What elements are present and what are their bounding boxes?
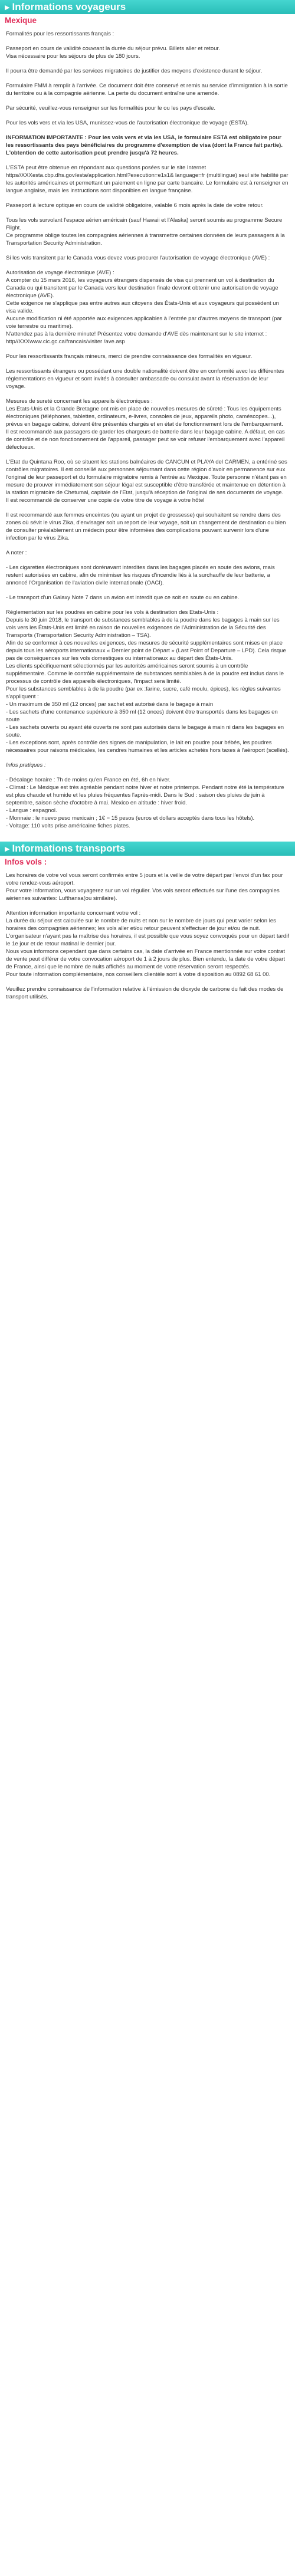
text-line: Formalités pour les ressortissants français : — [6, 31, 114, 37]
text-line: Réglementation sur les poudres en cabine pour les vols à destination des Etats-Unis : — [6, 609, 219, 616]
paragraph — [6, 985, 289, 1001]
text-line: Infos pratiques : — [6, 762, 46, 768]
text-line: Il est recommandé de conserver une copie de votre titre de voyage à votre hôtel — [6, 497, 205, 504]
text-line: - Monnaie : le nuevo peso mexicain ; 1€ = 15 pesos (euros et dollars acceptés dans tous les hôtels). — [6, 815, 255, 822]
paragraph — [6, 761, 289, 769]
text-line: - Le transport d'un Galaxy Note 7 dans un avion est interdit que ce soit en soute ou en cabine. — [6, 594, 240, 601]
chevron-right-icon: ▶ — [5, 4, 10, 11]
paragraph — [6, 872, 289, 902]
paragraph — [6, 549, 289, 557]
paragraph — [6, 119, 289, 127]
text-line: Autorisation de voyage électronique (AVE) : — [6, 270, 114, 276]
paragraph — [6, 269, 289, 346]
text-line: A compter du 15 mars 2016, les voyageurs étrangers dispensés de visa qui prennent un vol à destination du Canada ou qui transitent par le Canada vers leur destination finale devront obtenir une autorisation de voyage électronique (AVE). — [6, 277, 278, 299]
paragraph — [6, 397, 289, 451]
text-line: N'attendez pas à la dernière minute! Présentez votre demande d'AVE dès maintenant sur le site internet : http//XXXwww.cic.gc.ca/francais/visiter /ave.asp — [6, 331, 267, 345]
text-line: - Climat : Le Mexique est très agréable pendant notre hiver et notre printemps. Pendant notre été la température est plus chaude et humide et les pluies fréquentes l'après-midi. Dans le Sud : saison des pluies de juin à septembre, saison sèche d'octobre à mai. Mexico en altitude : hiver froid. — [6, 784, 284, 806]
text-line: Il pourra être demandé par les services migratoires de justifier des moyens d'existence durant le séjour. — [6, 68, 263, 74]
text-line: Il est recommandé aux femmes enceintes (ou ayant un projet de grossesse) qui souhaitent se rendre dans des zones où sévit le virus Zika, d'envisager soit un report de leur voyage, soit un changement de destination ou bien de consulter préalablement un médecin pour être informées des complications pouvant survenir lors d'une infection par le virus Zika. — [6, 512, 286, 541]
text-line: Passeport à lecture optique en cours de validité obligatoire, valable 6 mois après la date de votre retour. — [6, 202, 264, 209]
text-line: Passeport en cours de validité couvrant la durée du séjour prévu. Billets aller et retour. — [6, 45, 220, 52]
text-line: Nous vous informons cependant que dans certains cas, la date d'arrivée en France mentionnée sur votre contrat de vente peut différer de votre convocation aéroport de 1 à 2 jours de plus. Bien entendu, la date de votre départ de France, ainsi que le nombre de nuits affichés au moment de votre réservation seront respectés. — [6, 948, 286, 970]
text-line: Pour les vols vers et via les USA, munissez-vous de l'autorisation électronique de voyage (ESTA). — [6, 120, 249, 126]
text-line: Les clients spécifiquement sélectionnés par les autorités américaines seront soumis à un contrôle supplémentaire. Comme le contrôle supplémentaire de substances semblables à de la poudre est inclus dans le processus de contrôle des appareils électroniques, l'impact sera limité. — [6, 663, 284, 685]
text-line: Mesures de sureté concernant les appareils électroniques : — [6, 398, 153, 405]
text-line: - Voltage: 110 volts prise américaine fiches plates. — [6, 823, 130, 829]
text-line: L'ESTA peut être obtenue en répondant aux questions posées sur le site Internet https//XXXesta.cbp.dhs.gov/esta/application.html?execution=e1s1& language=fr (multilingue) seul site habilité par les autorités américaines et permettant un paiement en ligne par carte bancaire. Le formulaire est à renseigner en langue anglaise, mais les instructions sont disponibles en langue française. — [6, 165, 289, 194]
paragraph — [6, 609, 289, 754]
paragraph — [6, 134, 289, 157]
paragraph — [6, 104, 289, 112]
text-line: Pour les substances semblables à de la poudre (par ex :farine, sucre, café moulu, épices), les règles suivantes s'appliquent : — [6, 686, 281, 700]
text-line: Veuillez prendre connaissance de l'information relative à l'émission de dioxyde de carbone du fait des modes de transport utilisés. — [6, 986, 284, 1000]
section-title: Informations transports — [12, 843, 126, 854]
section-title: Informations voyageurs — [12, 1, 126, 12]
section-content — [6, 872, 289, 1001]
text-line: Attention information importante concernant votre vol : — [6, 910, 141, 916]
text-line: Ce programme oblige toutes les compagnies aériennes à transmettre certaines données de leurs passagers à la Transportation Security Administration. — [6, 232, 285, 247]
paragraph — [6, 594, 289, 602]
text-line: - Les cigarettes électroniques sont dorénavant interdites dans les bagages placés en soute des avions, mais restent autorisées en cabine, afin de minimiser les risques d'incendie liés à la surchauffe de leur batterie, a annoncé l'Organisation de l'aviation civile internationale (OACI). — [6, 564, 275, 586]
text-line: La durée du séjour est calculée sur le nombre de nuits et non sur le nombre de jours qui peut varier selon les horaires des compagnies aériennes; les vols aller et/ou retour peuvent s'effectuer de jour et/ou de nuit. L'organisateur n'ayant pas la maîtrise des horaires, il est possible que vous soyez convoqués pour un départ tardif le 1e jour et de retour matinal le dernier jour. — [6, 918, 289, 947]
paragraph — [6, 202, 289, 209]
text-line: Pour toute information complémentaire, nos conseillers clientèle sont à votre disposition au 0892 68 61 00. — [6, 971, 271, 978]
paragraph — [6, 30, 289, 38]
text-line: Il est recommandé aux passagers de garder les chargeurs de batterie dans leur bagage cabine. A défaut, en cas de contrôle et de non fonctionnement de l'appareil, passager peut se voir refuser l'embarquement avec l'appareil défectueux. — [6, 429, 285, 451]
flight-info-title: Infos vols : — [5, 857, 47, 866]
text-line: Les horaires de votre vol vous seront confirmés entre 5 jours et la veille de votre départ par l'envoi d'un fax pour votre rendez-vous aéroport. — [6, 872, 283, 886]
paragraph — [6, 254, 289, 262]
section-content — [6, 30, 289, 830]
text-line: Pour votre information, vous voyagerez sur un vol régulier. Vos vols seront effectués sur l'une des compagnies aériennes suivantes: Lufthansa(ou similaire). — [6, 888, 280, 902]
text-line: Visa nécessaire pour les séjours de plus de 180 jours. — [6, 53, 140, 60]
text-line: Formulaire FMM à remplir à l'arrivée. Ce document doit être conservé et remis au service d'immigration à la sortie du territoire ou à la compagnie aérienne. La perte du document entraîne une amende. — [6, 83, 288, 97]
text-line: A noter : — [6, 550, 27, 556]
paragraph — [6, 564, 289, 587]
paragraph — [6, 511, 289, 542]
chevron-right-icon: ▶ — [5, 846, 10, 853]
paragraph — [6, 909, 289, 978]
text-line: - Langue : espagnol. — [6, 807, 57, 814]
section-transport-info — [0, 842, 295, 1001]
text-line: Afin de se conformer à ces nouvelles exigences, des mesures de sécurité supplémentaires sont mises en place depuis tous les aéroports internationaux « Dernier point de Départ » (Last Point of Departure – LPD). Cela risque pas de conséquences sur les vols domestiques ou internationaux au départ des États-Unis. — [6, 640, 286, 662]
text-line: Les Etats-Unis et la Grande Bretagne ont mis en place de nouvelles mesures de sûreté : Tous les équipements électroniques (téléphones, tablettes, ordinateurs, e-livres, consoles de jeux, appareils photo, caméscopes...), prévus en bagage cabine, doivent être présentés chargés et en état de fonctionnement lors de l'embarquement. — [6, 406, 283, 428]
text-line: - Les sachets ouverts ou ayant été ouverts ne sont pas autorisés dans le bagage à main ni dans les bagages en soute. — [6, 724, 284, 738]
text-line: Depuis le 30 juin 2018, le transport de substances semblables à de la poudre dans les bagages à main sur les vols vers les États-Unis est limité en raison de nouvelles exigences de l'Administration de la Sécurité des Transports (Transportation Security Administration – TSA). — [6, 617, 280, 639]
paragraph — [6, 164, 289, 195]
section-traveler-info — [0, 0, 295, 830]
text-line: Tous les vols survolant l'espace aérien américain (sauf Hawaii et l'Alaska) seront soumis au programme Secure Flight. — [6, 217, 283, 231]
text-line: - Décalage horaire : 7h de moins qu'en France en été, 6h en hiver. — [6, 777, 171, 783]
text-line: - Un maximum de 350 ml (12 onces) par sachet est autorisé dans le bagage à main — [6, 701, 214, 708]
text-line: L'Etat du Quintana Roo, où se situent les stations balnéaires de CANCUN et PLAYA del CARMEN, a entériné ses contrôles migratoires. Il est conseillé aux personnes séjournant dans cette région d'avoir en permanence sur eux l'original de leur passeport et du formulaire migratoire remis à l'entrée au Mexique. Toute personne n'étant pas en mesure de prouver immédiatement son séjour légal est susceptible d'être transférée et maintenue en détention à la station migratoire de Chetumal, capitale de l'Etat, jusqu'à réception de l'original de ses documents de voyage. — [6, 459, 287, 496]
paragraph — [6, 216, 289, 247]
paragraph — [6, 458, 289, 504]
text-line: Aucune modification ni été apportée aux exigences applicables à l'entrée par d'autres moyens de transport (par voie terrestre ou maritime). — [6, 316, 282, 330]
section-header-traveler-info — [0, 0, 295, 14]
text-line: INFORMATION IMPORTANTE : Pour les vols vers et via les USA, le formulaire ESTA est obligatoire pour les ressortissants des pays bénéficiaires du programme d'exemption de visa (dont la France fait partie). L'obtention de cette autorisation peut prendre jusqu'à 72 heures. — [6, 134, 283, 156]
text-line: Si les vols transitent par le Canada vous devez vous procurer l'autorisation de voyage électronique (AVE) : — [6, 255, 270, 261]
text-line: Cette exigence ne s'applique pas entre autres aux citoyens des États-Unis et aux voyageurs qui possèdent un visa valide. — [6, 300, 279, 314]
paragraph — [6, 353, 289, 360]
paragraph — [6, 45, 289, 60]
text-line: - Les sachets d'une contenance supérieure à 350 ml (12 onces) doivent être transportés dans les bagages en soute — [6, 709, 278, 723]
section-header-transport-info — [0, 842, 295, 856]
paragraph — [6, 776, 289, 830]
text-line: Pour les ressortissants français mineurs, merci de prendre connaissance des formalités en vigueur. — [6, 353, 253, 360]
text-line: - Les exceptions sont, après contrôle des signes de manipulation, le lait en poudre pour bébés, les poudres nécessaires pour raisons médicales, les cendres humaines et les articles achetés hors taxes à l'aéroport (scellés). — [6, 740, 289, 754]
country-title: Mexique — [5, 16, 37, 25]
paragraph — [6, 367, 289, 390]
text-line: Les ressortissants étrangers ou possédant une double nationalité doivent être en conformité avec les différentes réglementations en vigueur et sont invités à consulter ambassade ou consulat avant la réservation de leur voyage. — [6, 368, 284, 390]
paragraph — [6, 67, 289, 75]
text-line: Par sécurité, veuillez-vous renseigner sur les formalités pour le ou les pays d'escale. — [6, 105, 216, 111]
paragraph — [6, 82, 289, 97]
